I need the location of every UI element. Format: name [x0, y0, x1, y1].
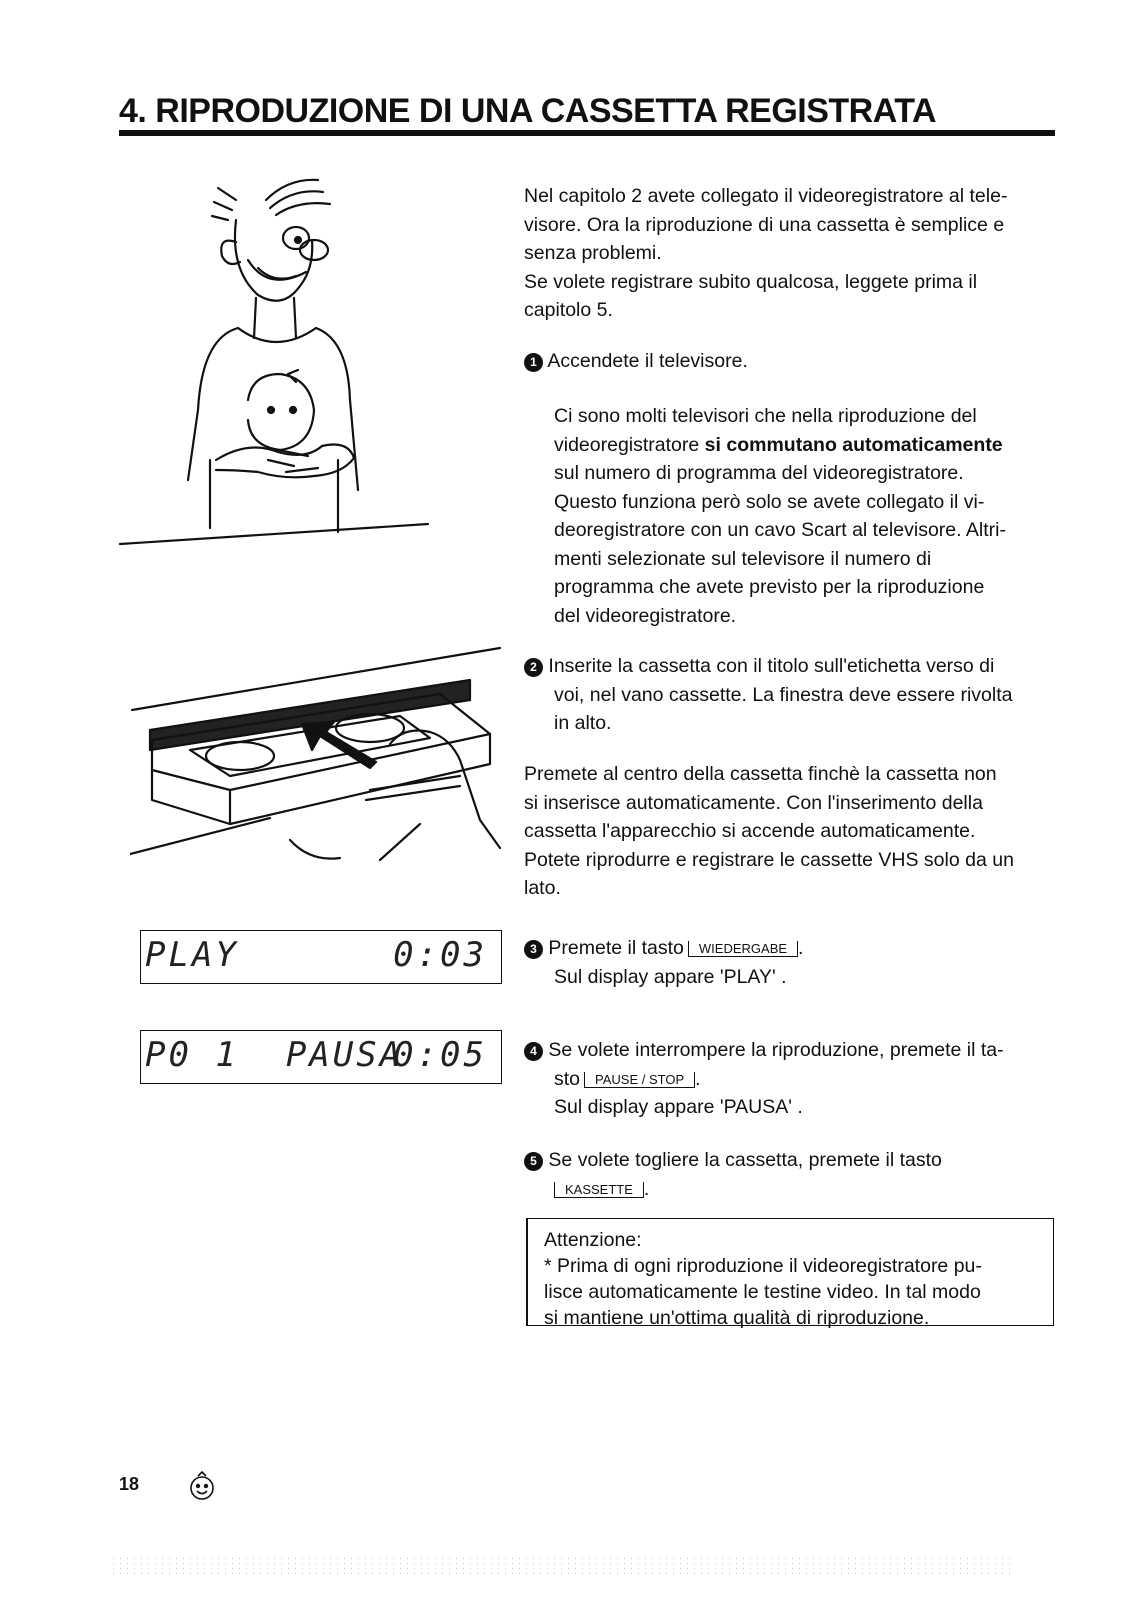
- display-right: 0:05: [393, 1035, 487, 1075]
- detail-line: sul numero di programma del videoregistratore.: [554, 462, 964, 484]
- note-box: [526, 1218, 1054, 1329]
- intro-line: senza problemi.: [524, 242, 662, 264]
- step-3: [524, 934, 1064, 991]
- step-line: Sul display appare 'PAUSA' .: [554, 1096, 803, 1118]
- step-marker: 4: [524, 1042, 543, 1061]
- display-pausa: [140, 1030, 502, 1084]
- heading-rule: [119, 130, 1055, 136]
- after-line: lato.: [524, 877, 561, 899]
- detail-line: deoregistratore con un cavo Scart al televisore. Altri-: [554, 519, 1006, 541]
- after-line: Premete al centro della cassetta finchè la cassetta non: [524, 763, 997, 785]
- step-text: Premete il tasto: [548, 937, 684, 959]
- detail-line: [554, 431, 1064, 460]
- detail-line: Questo funziona però solo se avete collegato il vi-: [554, 490, 985, 513]
- step-4: [524, 1036, 1064, 1122]
- step-line: [524, 652, 1064, 681]
- intro-line: capitolo 5.: [524, 299, 613, 321]
- note-title: Attenzione:: [544, 1229, 642, 1251]
- after-line: Potete riprodurre e registrare le cassette VHS solo da un: [524, 848, 1014, 871]
- step-line: 3 Premete il tasto WIEDERGABE .: [524, 934, 1064, 963]
- step-text: sto: [554, 1067, 581, 1090]
- intro-line: Nel capitolo 2 avete collegato il videoregistratore al tele-: [524, 185, 1008, 207]
- step-marker: 3: [524, 940, 543, 959]
- step-line: KASSETTE .: [524, 1175, 1064, 1204]
- man-with-cassette-illustration: [118, 160, 438, 550]
- step-marker: 2: [524, 658, 543, 677]
- step-1-detail: [554, 402, 1064, 630]
- detail-emphasis: si commutano automaticamente: [704, 433, 1003, 456]
- detail-text: videoregistratore: [554, 433, 700, 456]
- page-title: 4. RIPRODUZIONE DI UNA CASSETTA REGISTRATA: [119, 92, 937, 130]
- step-1: [524, 347, 1064, 376]
- pause-stop-key: PAUSE / STOP: [584, 1072, 695, 1088]
- display-left: PLAY: [145, 935, 239, 975]
- step-2-after: [524, 760, 1064, 903]
- step-line: [524, 1146, 1064, 1175]
- display-left: P0 1 PAUSA: [145, 1035, 404, 1075]
- kassette-key: KASSETTE: [554, 1182, 644, 1198]
- step-line: Sul display appare 'PLAY' .: [554, 965, 787, 988]
- step-line: in alto.: [554, 712, 612, 734]
- step-marker: 5: [524, 1152, 543, 1171]
- detail-line: menti selezionate sul televisore il numero di: [554, 547, 932, 570]
- note-line: * Prima di ogni riproduzione il videoregistratore pu-: [544, 1255, 982, 1277]
- display-play: [140, 930, 502, 984]
- intro-paragraph: [524, 182, 1064, 325]
- step-line: voi, nel vano cassette. La finestra deve essere rivolta: [554, 683, 1013, 706]
- after-line: cassetta l'apparecchio si accende automaticamente.: [524, 820, 976, 842]
- wiedergabe-key: WIEDERGABE: [688, 941, 798, 957]
- note-line: si mantiene un'ottima qualità di riproduzione.: [544, 1307, 930, 1329]
- scan-noise: [110, 1556, 1010, 1576]
- page-number: 18: [119, 1474, 140, 1494]
- step-text: Accendete il televisore.: [547, 350, 748, 372]
- step-text: Inserite la cassetta con il titolo sull'etichetta verso di: [548, 655, 995, 677]
- step-line: sto PAUSE / STOP .: [554, 1067, 701, 1090]
- detail-line: programma che avete previsto per la riproduzione: [554, 576, 985, 598]
- intro-line: visore. Ora la riproduzione di una cassetta è semplice e: [524, 213, 1005, 236]
- cassette-insertion-illustration: [130, 640, 510, 870]
- step-line: [524, 1036, 1064, 1065]
- detail-line: Ci sono molti televisori che nella riproduzione del: [554, 405, 977, 427]
- detail-line: del videoregistratore.: [554, 604, 737, 627]
- smiley-logo-icon: [186, 1470, 218, 1502]
- intro-line: Se volete registrare subito qualcosa, leggete prima il: [524, 270, 978, 293]
- note-line: lisce automaticamente le testine video. In tal modo: [544, 1281, 981, 1303]
- step-marker: 1: [524, 353, 543, 372]
- display-right: 0:03: [393, 935, 487, 975]
- step-5: [524, 1146, 1064, 1203]
- step-text: Se volete togliere la cassetta, premete il tasto: [548, 1149, 942, 1171]
- step-2: [524, 652, 1064, 738]
- after-line: si inserisce automaticamente. Con l'inserimento della: [524, 791, 983, 814]
- step-text: Se volete interrompere la riproduzione, premete il ta-: [548, 1039, 1004, 1061]
